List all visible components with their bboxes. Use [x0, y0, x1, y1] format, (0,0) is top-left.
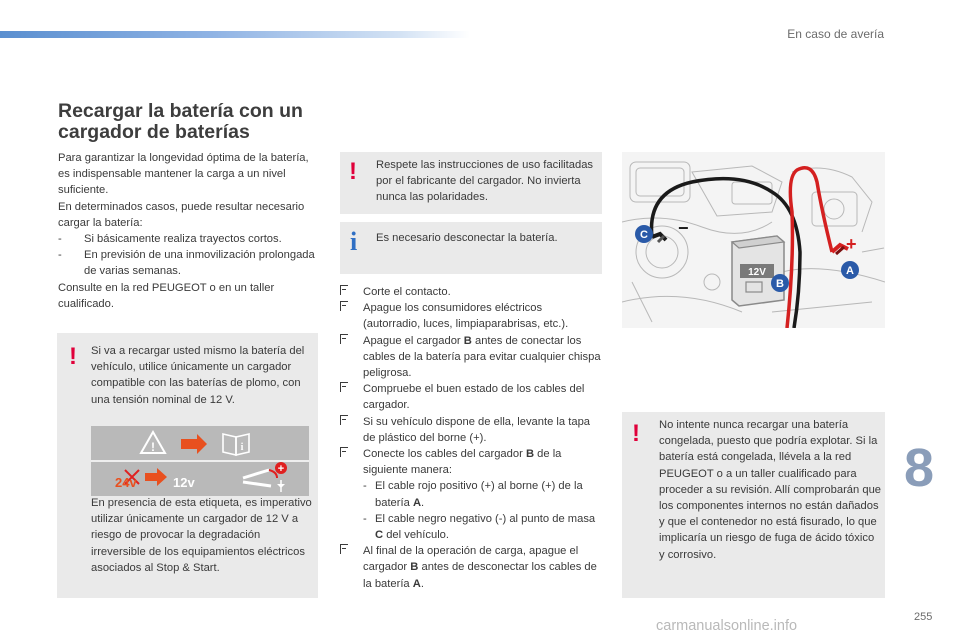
section-title: En caso de avería [787, 27, 884, 41]
plus-sign: + [846, 234, 857, 254]
list-item: Corte el contacto. [340, 284, 602, 300]
label-a: A [846, 265, 854, 277]
list-item: Al final de la operación de carga, apague el cargador B antes de desconectar los cables de la batería A. [340, 543, 602, 592]
warning-text: Si va a recargar usted mismo la batería del vehículo, utilice únicamente un cargador compatible con las baterías de plomo, con una tensión nominal de 12 V. [91, 345, 305, 406]
warning-text: No intente nunca recargar una batería congelada, puesto que podría explotar. Si la batería está congelada, llévela a la red PEUGEOT o a un taller cualificado para proceder a su revisión. Allí comprobarán que los componentes internos no están dañados y que el contenedor no está fisurado, lo que implicaría un riesgo de fuga de ácido tóxico y corrosivo. [659, 419, 882, 561]
list-item: Si su vehículo dispone de ella, levante la tapa de plástico del borne (+). [340, 414, 602, 446]
negative-clamp-icon [652, 234, 666, 242]
page-number: 255 [914, 611, 933, 623]
intro-paragraph-1: Para garantizar la longevidad óptima de la batería, es indispensable mantener la carga a un nivel suficiente. [58, 152, 309, 197]
step-bullet-icon [340, 447, 348, 457]
watermark: carmanualsonline.info [656, 618, 798, 634]
list-item [58, 247, 316, 279]
warning-box-charger [57, 333, 318, 598]
warning-icon: ! [349, 158, 357, 185]
label-24v: 24v [115, 475, 137, 490]
sub-list-item: - El cable rojo positivo (+) al borne (+) de la batería A. [363, 480, 583, 509]
page-title: Recargar la batería con un cargador de baterías [58, 100, 303, 143]
step-bullet-icon [340, 415, 348, 425]
procedure-steps [340, 284, 602, 592]
dash-marker: - [363, 480, 367, 493]
dash-marker: - [58, 249, 62, 262]
step-bullet-icon [340, 544, 348, 554]
intro-text [58, 150, 316, 312]
stop-start-label-image [91, 426, 309, 496]
dash-marker: - [363, 512, 367, 525]
arrow-icon [181, 434, 207, 454]
charging-clamp-icon [243, 462, 287, 492]
step-bullet-icon [340, 285, 348, 295]
intro-paragraph-3: Consulte en la red PEUGEOT o en un taller cualificado. [58, 281, 275, 310]
info-box-disconnect [340, 222, 602, 274]
list-item-text: Si básicamente realiza trayectos cortos. [84, 233, 282, 246]
step-bullet-icon [340, 334, 348, 344]
label-b: B [776, 278, 784, 290]
list-item: Conecte los cables del cargador B de la siguiente manera: [340, 446, 602, 478]
warning-box-frozen-battery [622, 412, 885, 598]
list-item-text: En previsión de una inmovilización prolongada de varias semanas. [84, 249, 315, 278]
warning-text: En presencia de esta etiqueta, es imperativo utilizar únicamente un cargador de 12 V a riesgo de provocar la degradación irreversible de los equipamientos eléctricos asociados al Stop & Start. [91, 497, 312, 574]
list-item: Compruebe el buen estado de los cables del cargador. [340, 381, 602, 413]
sub-list-item: - El cable negro negativo (-) al punto de masa C del vehículo. [363, 512, 596, 542]
list-item: Apague el cargador B antes de conectar los cables de la batería para evitar cualquier chispa peligrosa. [340, 333, 602, 382]
svg-text:i: i [240, 442, 244, 453]
engine-bay-illustration [622, 152, 885, 328]
svg-text:+: + [277, 463, 285, 475]
arrow-icon [145, 468, 167, 486]
chapter-number: 8 [904, 438, 935, 498]
info-text: Es necesario desconectar la batería. [376, 232, 558, 244]
step-bullet-icon [340, 301, 348, 311]
step-bullet-icon [340, 382, 348, 392]
warning-icon: ! [632, 420, 640, 447]
charger-voltage-label: 12V [748, 267, 766, 278]
label-12v: 12v [173, 475, 195, 490]
list-item [58, 231, 316, 247]
warning-text: Respete las instrucciones de uso facilitadas por el fabricante del cargador. No invierta nunca las polaridades. [376, 159, 594, 204]
label-c: C [640, 229, 648, 241]
manual-book-icon [223, 434, 249, 455]
minus-sign: − [678, 218, 689, 238]
header-accent-bar [0, 31, 470, 38]
dash-marker: - [58, 233, 62, 246]
battery-charger-icon [732, 236, 784, 306]
warning-box-polarity [340, 152, 602, 214]
intro-paragraph-2: En determinados casos, puede resultar necesario cargar la batería: [58, 200, 305, 229]
list-item: Apague los consumidores eléctricos (autorradio, luces, limpiaparabrisas, etc.). [340, 300, 602, 332]
info-icon: i [350, 227, 358, 256]
svg-text:!: ! [151, 440, 155, 454]
warning-icon: ! [69, 343, 77, 370]
